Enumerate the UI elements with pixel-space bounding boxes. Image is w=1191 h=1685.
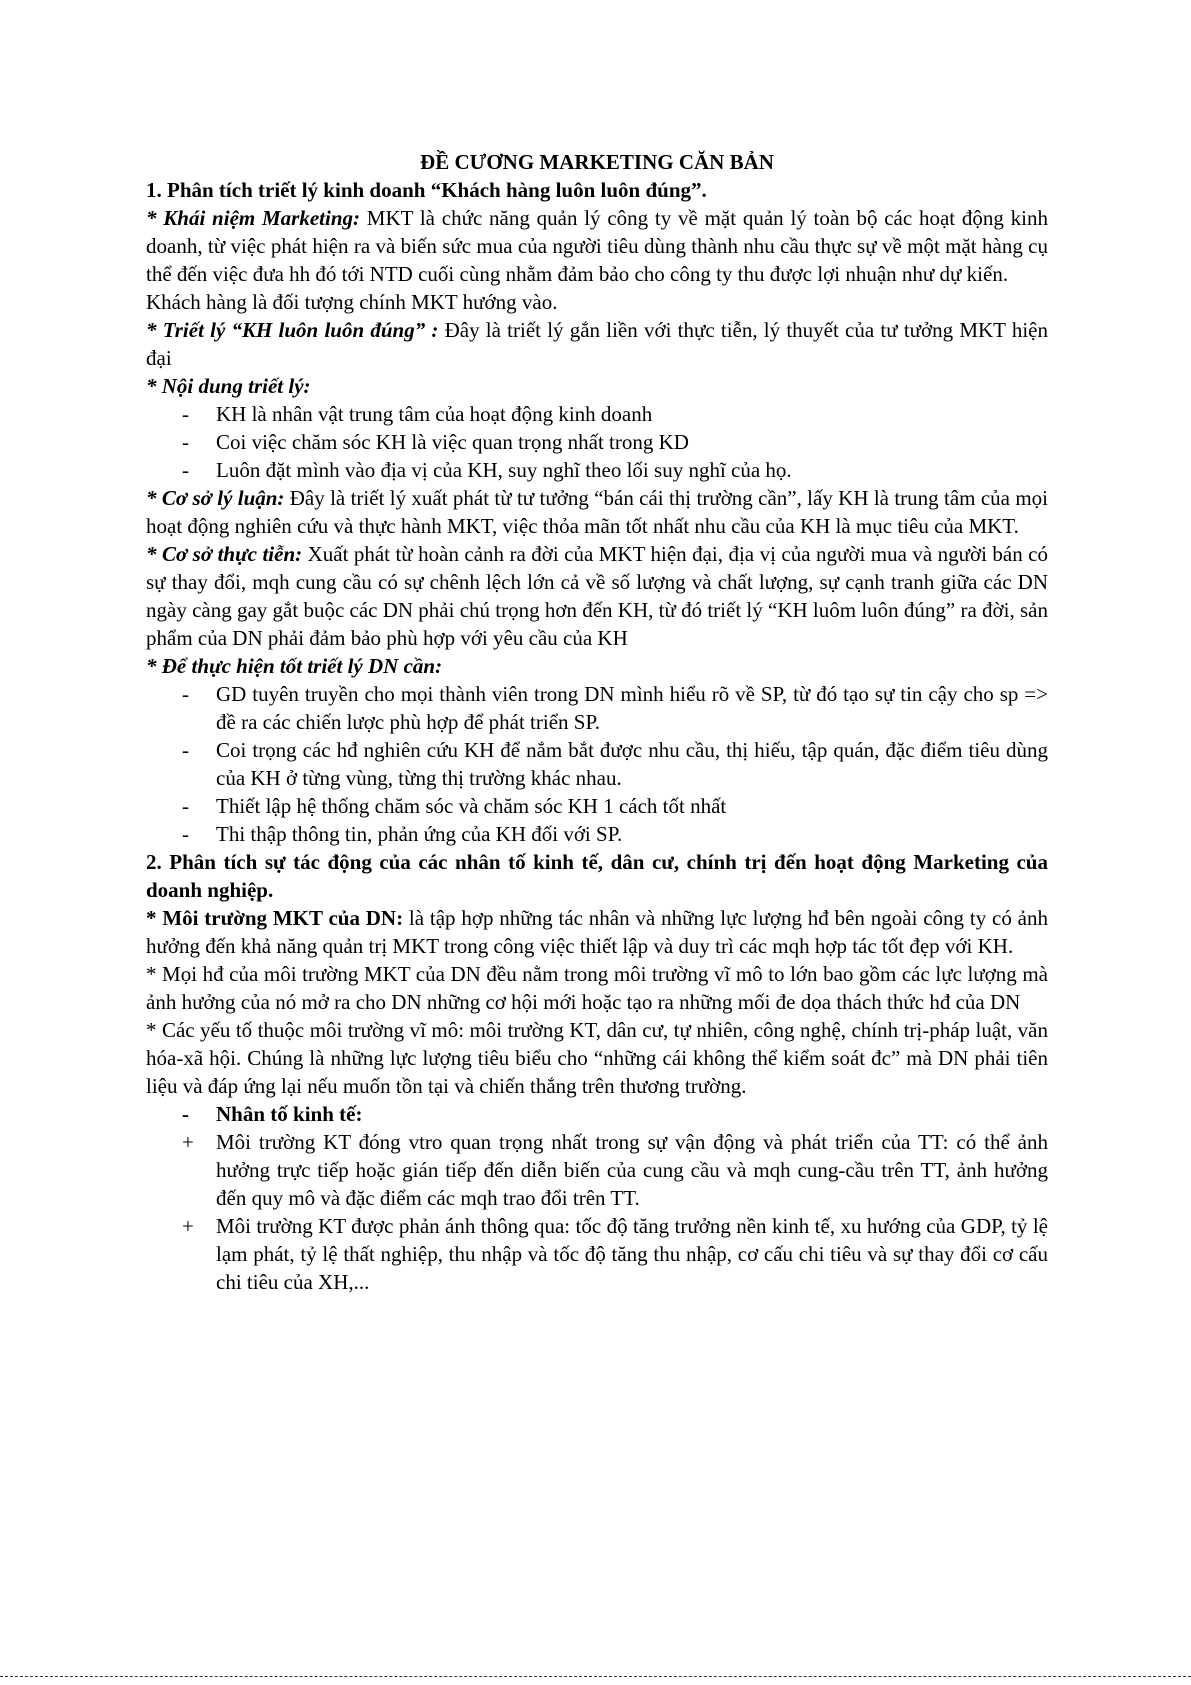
practice-basis-label: * Cơ sở thực tiễn: xyxy=(146,542,303,566)
dash-marker: - xyxy=(182,794,189,818)
plus-marker: + xyxy=(182,1130,194,1154)
list-item: + Môi trường KT đóng vtro quan trọng nhất trong sự vận động và phát triển của TT: có thể ảnh hưởng trực tiếp hoặc gián tiếp đến diễn biến của cung cầu và mqh cung-cầu trên TT, ảnh hưởng đến quy mô và đặc điểm các mqh trao đổi trên TT. xyxy=(182,1130,1048,1210)
practice-basis-text: Xuất phát từ hoàn cảnh ra đời của MKT hiện đại, địa vị của người mua và người bán có sự thay đổi, mqh cung cầu có sự chênh lệch lớn cả về số lượng và chất lượng, sự cạnh tranh giữa các DN ngày càng gay gắt buộc các DN phải chú trọng hơn đến KH, từ đó triết lý “KH luôm luôn đúng” ra đời, sản phẩm của DN phải đảm bảo phù hợp với yêu cầu của KH xyxy=(146,542,1049,650)
list-item: - Coi trọng các hđ nghiên cứu KH để nắm bắt được nhu cầu, thị hiếu, tập quán, đặc điểm tiêu dùng của KH ở từng vùng, từng thị trường khác nhau. xyxy=(182,738,1048,790)
theory-basis-paragraph xyxy=(146,484,1048,540)
list-item: - KH là nhân vật trung tâm của hoạt động kinh doanh xyxy=(182,402,653,426)
economic-factor-header xyxy=(146,1100,1048,1128)
dash-marker: - xyxy=(182,822,189,846)
dash-marker: - xyxy=(182,682,189,706)
philosophy-label: * Triết lý “KH luôn luôn đúng” : xyxy=(146,318,439,342)
implementation-label: * Để thực hiện tốt triết lý DN cần: xyxy=(146,654,443,678)
document-page xyxy=(146,148,1048,1296)
list-item: - Thiết lập hệ thống chăm sóc và chăm sóc KH 1 cách tốt nhất xyxy=(182,794,727,818)
theory-basis-label: * Cơ sở lý luận: xyxy=(146,486,285,510)
theory-basis-text: Đây là triết lý xuất phát từ tư tưởng “bán cái thị trường cần”, lấy KH là trung tâm của mọi hoạt động nghiên cứu và thực hành MKT, việc thỏa mãn tốt nhất nhu cầu của KH là mục tiêu của MKT. xyxy=(146,486,1048,538)
mkt-environment-label: * Môi trường MKT của DN: xyxy=(146,906,404,930)
philosophy-content-list xyxy=(146,400,1048,484)
list-item: + Môi trường KT được phản ánh thông qua: tốc độ tăng trưởng nền kinh tế, xu hướng của GDP, tỷ lệ lạm phát, tỷ lệ thất nghiệp, thu nhập và tốc độ tăng thu nhập, cơ cấu chi tiêu và sự thay đổi cơ cấu chi tiêu của XH,... xyxy=(182,1214,1048,1294)
philosophy-paragraph xyxy=(146,316,1048,372)
mkt-environment-text: là tập hợp những tác nhân và những lực lượng hđ bên ngoài công ty có ảnh hưởng đến khả năng quản trị MKT trong công việc thiết lập và duy trì các mqh hợp tác tốt đẹp với KH. xyxy=(146,906,1048,958)
mkt-environment-paragraph xyxy=(146,904,1048,960)
list-item: - Luôn đặt mình vào địa vị của KH, suy nghĩ theo lối suy nghĩ của họ. xyxy=(182,458,792,482)
marketing-concept-paragraph xyxy=(146,204,1048,288)
list-item xyxy=(146,1100,1048,1128)
document-title: ĐỀ CƯƠNG MARKETING CĂN BẢN xyxy=(420,150,774,174)
dash-marker: - xyxy=(182,458,189,482)
economic-factor-list xyxy=(146,1128,1048,1296)
section-2-heading: 2. Phân tích sự tác động của các nhân tố kinh tế, dân cư, chính trị đến hoạt động Marketing của doanh nghiệp. xyxy=(146,850,1048,902)
dash-marker: - xyxy=(182,1102,189,1126)
plus-marker: + xyxy=(182,1214,194,1238)
economic-factor-label: Nhân tố kinh tế: xyxy=(216,1102,363,1126)
dash-marker: - xyxy=(182,738,189,762)
list-item: - Coi việc chăm sóc KH là việc quan trọng nhất trong KD xyxy=(182,430,689,454)
implementation-list xyxy=(146,680,1048,848)
customer-target-paragraph: Khách hàng là đối tượng chính MKT hướng vào. xyxy=(146,290,558,314)
philosophy-content-label: * Nội dung triết lý: xyxy=(146,374,311,398)
list-item: - Thi thập thông tin, phản ứng của KH đối với SP. xyxy=(182,822,623,846)
practice-basis-paragraph xyxy=(146,540,1048,652)
macro-factors-paragraph: * Các yếu tố thuộc môi trường vĩ mô: môi trường KT, dân cư, tự nhiên, công nghệ, chính trị-pháp luật, văn hóa-xã hội. Chúng là những lực lượng tiêu biểu cho “những cái không thể kiểm soát đc” mà DN phải tiên liệu và đáp ứng lại nếu muốn tồn tại và chiến thắng trên thương trường. xyxy=(146,1018,1048,1098)
list-item: - GD tuyên truyền cho mọi thành viên trong DN mình hiểu rõ về SP, từ đó tạo sự tin cậy cho sp => đề ra các chiến lược phù hợp để phát triển SP. xyxy=(182,682,1048,734)
footer-divider xyxy=(0,1676,1191,1677)
macro-environment-paragraph: * Mọi hđ của môi trường MKT của DN đều nằm trong môi trường vĩ mô to lớn bao gồm các lực lượng mà ảnh hưởng của nó mở ra cho DN những cơ hội mới hoặc tạo ra những mối đe dọa thách thức hđ của DN xyxy=(146,962,1048,1014)
marketing-concept-text: MKT là chức năng quản lý công ty về mặt quản lý toàn bộ các hoạt động kinh doanh, từ việc phát hiện ra và biến sức mua của người tiêu dùng thành nhu cầu thực sự về một mặt hàng cụ thể đến việc đưa hh đó tới NTD cuối cùng nhằm đảm bảo cho công ty thu được lợi nhuận như dự kiến. xyxy=(146,206,1048,286)
dash-marker: - xyxy=(182,430,189,454)
marketing-concept-label: * Khái niệm Marketing: xyxy=(146,206,360,230)
philosophy-text: Đây là triết lý gắn liền với thực tiễn, lý thuyết của tư tưởng MKT hiện đại xyxy=(146,318,1048,370)
section-1-heading: 1. Phân tích triết lý kinh doanh “Khách hàng luôn luôn đúng”. xyxy=(146,178,707,202)
dash-marker: - xyxy=(182,402,189,426)
